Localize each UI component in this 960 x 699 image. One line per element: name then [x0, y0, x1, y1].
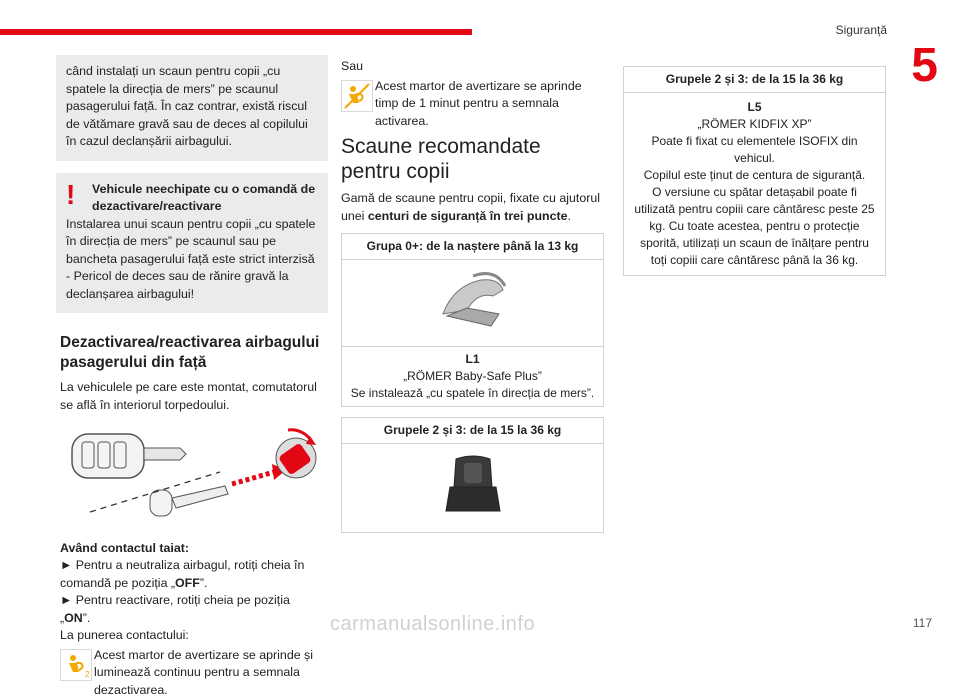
key-switch-illustration [60, 422, 322, 522]
recommended-seats-heading: Scaune recomandate pentru copii [341, 134, 605, 184]
indicator-off-row [60, 647, 322, 699]
table-header: Grupa 0+: de la naștere până la 13 kg [342, 234, 604, 260]
key-icon [72, 434, 228, 516]
table-header: Grupele 2 și 3: de la 15 la 36 kg [624, 67, 886, 93]
booster-seat-image [342, 444, 604, 533]
step-neutralize: ► Pentru a neutraliza airbagul, rotiți cheia în comandă pe poziția „OFF”. [60, 557, 322, 592]
airbag-switch [276, 430, 316, 478]
or-label: Sau [341, 58, 605, 76]
svg-text:2: 2 [85, 670, 90, 679]
off-position-label: OFF [175, 576, 200, 590]
seat-details: L5 „RÖMER KIDFIX XP” Poate fi fixat cu elementele ISOFIX din vehicul. Copilul este ținut de centura de siguranță. O versiune cu spătar detașabil poate fi utilizată pentru copiii care cântăresc peste 25 kg. Cu toate acestea, pentru o protecție sporită, utilizați un scaun de înălțare pentru toți copiii care cântăresc până la 36 kg. [624, 93, 886, 276]
indicator-on-text: Acest martor de avertizare se aprinde timp de 1 minut pentru a semnala activarea. [375, 79, 582, 128]
info-box [56, 55, 328, 161]
column-middle [341, 58, 605, 533]
header-accent-bar [0, 29, 472, 35]
seat-table-kidfix [623, 66, 886, 276]
contact-off-heading: Având contactul taiat: [60, 540, 322, 558]
warning-title: Vehicule neechipate cu o comandă de dezactivare/reactivare [66, 181, 318, 216]
on-position-label: ON [64, 611, 83, 625]
airbag-on-warning-icon [341, 80, 373, 112]
seat-details: L1 „RÖMER Baby-Safe Plus” Se instalează „cu spatele în direcția de mers”. [342, 347, 604, 407]
page-section-title: Siguranță [836, 23, 887, 37]
column-right [623, 66, 886, 276]
chapter-number: 5 [911, 42, 938, 90]
indicator-off-text: Acest martor de avertizare se aprinde și luminează continuu pentru a semnala dezactivarea. [94, 648, 313, 697]
airbag-off-warning-icon [60, 649, 92, 681]
baby-seat-image [342, 260, 604, 347]
section-title: Dezactivarea/reactivarea airbagului pasagerului din față [60, 333, 322, 373]
warning-box [56, 173, 328, 314]
info-box-text: când instalați un scaun pentru copii „cu spatele la direcția de mers” pe scaunul pasagerului față. În caz contrar, există riscul de vătămare gravă sau de deces al copilului în cazul declanșării airbagului. [66, 63, 318, 151]
exclamation-icon: ! [66, 181, 75, 209]
watermark: carmanualsonline.info [330, 613, 535, 636]
step-reactivate: ► Pentru reactivare, rotiți cheia pe poziția „ON”. [60, 592, 322, 627]
page-number: 117 [913, 616, 932, 630]
recommended-seats-intro: Gamă de scaune pentru copii, fixate cu ajutorul unei centuri de siguranță în trei puncte. [341, 190, 605, 225]
seat-table-group23 [341, 417, 604, 533]
column-left [60, 55, 322, 699]
booster-seat-icon [438, 451, 508, 521]
indicator-on-row [341, 78, 605, 131]
baby-seat-icon [433, 266, 513, 336]
contact-on-heading: La punerea contactului: [60, 627, 322, 645]
warning-text: Instalarea unui scaun pentru copii „cu spatele în direcția de mers” pe scaunul sau pe bancheta pasagerului față este strict interzisă - Pericol de deces sau de rănire gravă la declanșarea airbagului! [66, 216, 318, 304]
section-text: La vehiculele pe care este montat, comutatorul se află în interiorul torpedoului. [60, 379, 322, 414]
seat-table-group0 [341, 233, 604, 407]
table-header: Grupele 2 și 3: de la 15 la 36 kg [342, 418, 604, 444]
